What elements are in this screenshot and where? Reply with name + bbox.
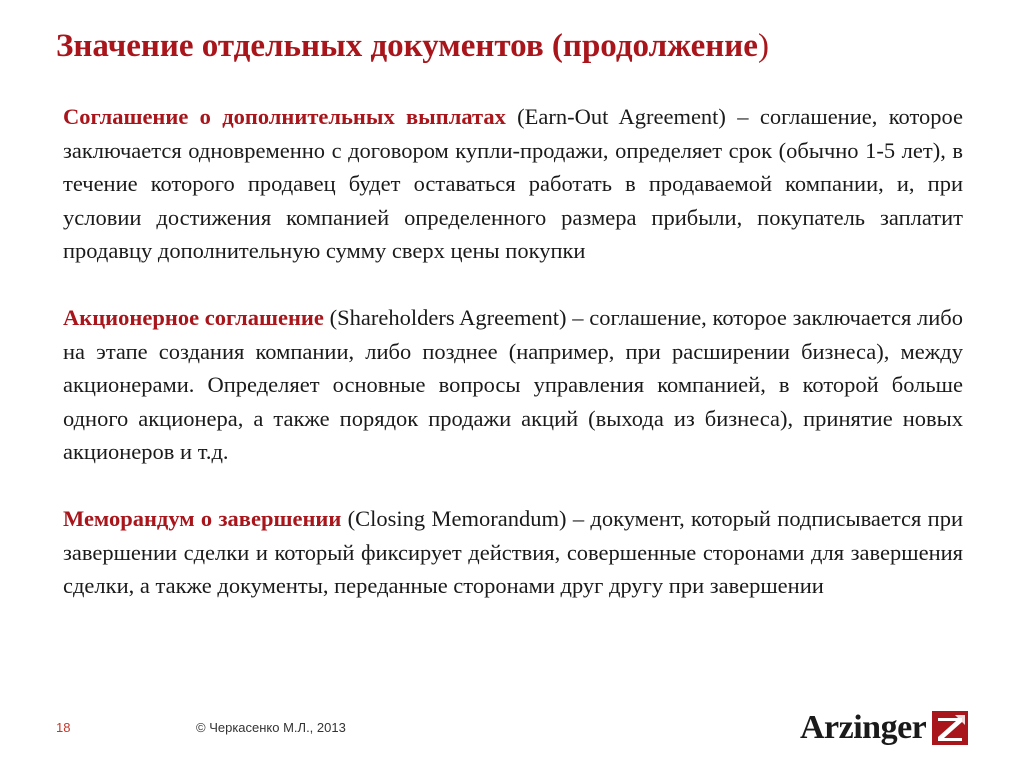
term-closing-memorandum: Меморандум о завершении <box>63 506 342 531</box>
arzinger-z-mark-icon <box>932 711 968 745</box>
definition-shareholders: (Shareholders Agreement) – соглашение, которое заключается либо на этапе создания компании, либо позднее (например, при расширении бизнеса), между акционерами. Определяет основные вопросы управления компанией, в которой больше одного акционера, а также порядок продажи акций (выхода из бизнеса), принятие новых акционеров и т.д. <box>63 305 964 464</box>
term-shareholders: Акционерное соглашение <box>63 305 324 330</box>
copyright: © Черкасенко М.Л., 2013 <box>196 720 346 735</box>
page-title-main: Значение отдельных документов (продолжение <box>56 28 758 64</box>
page-number: 18 <box>56 720 71 735</box>
logo <box>800 708 968 748</box>
slide-content <box>63 100 963 603</box>
page-title-close: ) <box>757 28 769 64</box>
definition-earn-out: (Earn-Out Agreement) – соглашение, которое заключается одновременно с договором купли-продажи, определяет срок (обычно 1-5 лет), в течение которого продавец будет оставаться работать в продаваемой компании, и, при условии достижения компанией определенного размера прибыли, покупатель заплатит продавцу дополнительную сумму сверх цены покупки <box>63 104 963 263</box>
page-title <box>56 28 769 65</box>
logo-text: Arzinger <box>800 709 927 746</box>
paragraph-shareholders <box>63 301 963 469</box>
paragraph-earn-out <box>63 100 963 268</box>
term-earn-out: Соглашение о дополнительных выплатах <box>63 104 506 129</box>
paragraph-closing-memorandum <box>63 502 963 603</box>
definition-closing-memorandum: (Closing Memorandum) – документ, который подписывается при завершении сделки и который фиксирует действия, совершенные сторонами для завершения сделки, а также документы, переданные сторонами друг другу при завершении <box>63 506 963 598</box>
